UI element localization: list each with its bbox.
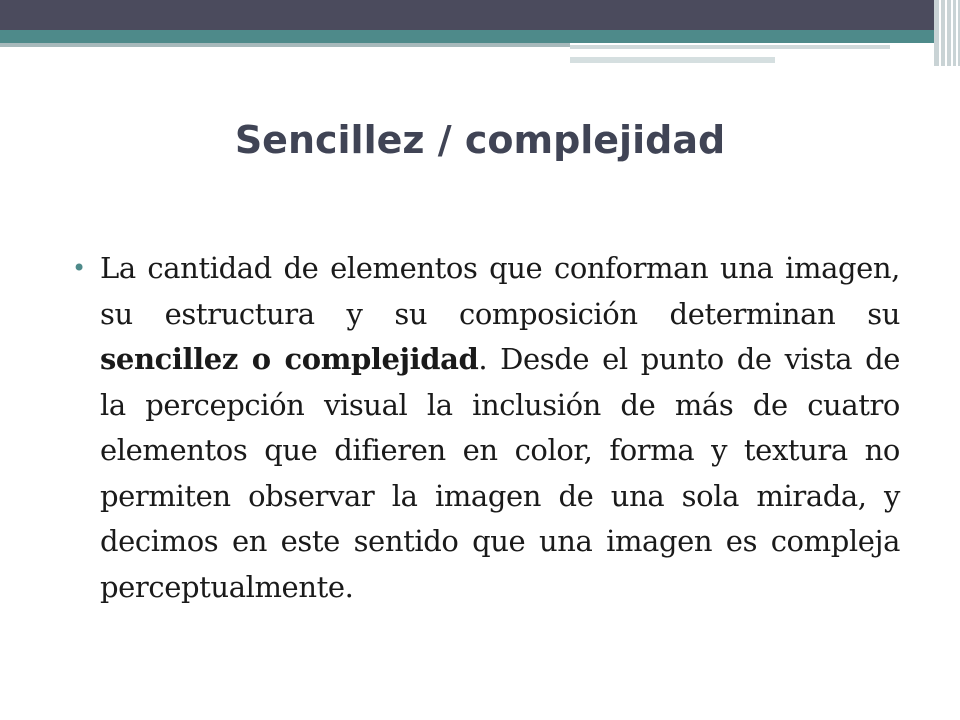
header-grey-line [0, 43, 570, 47]
bullet-item [70, 246, 900, 610]
bullet-text-bold: sencillez o complejidad [100, 342, 479, 376]
slide-title: Sencillez / complejidad [234, 118, 726, 162]
header-accent-line [570, 45, 890, 49]
slide-body [70, 246, 900, 610]
header-corner-stripes [934, 0, 960, 66]
bullet-icon: • [72, 254, 86, 282]
header-accent-line-short [570, 57, 775, 63]
header-teal-band [0, 30, 960, 43]
bullet-text-start: La cantidad de elementos que conforman una imagen, su estructura y su composición determinan su [100, 251, 900, 331]
bullet-text-end: . Desde el punto de vista de la percepción visual la inclusión de más de cuatro elementos que difieren en color, forma y textura no permiten observar la imagen de una sola mirada, y decimos en este sentido que una imagen es compleja perceptualmente. [100, 342, 900, 604]
header-white-line [570, 52, 890, 54]
header-dark-band [0, 0, 960, 30]
